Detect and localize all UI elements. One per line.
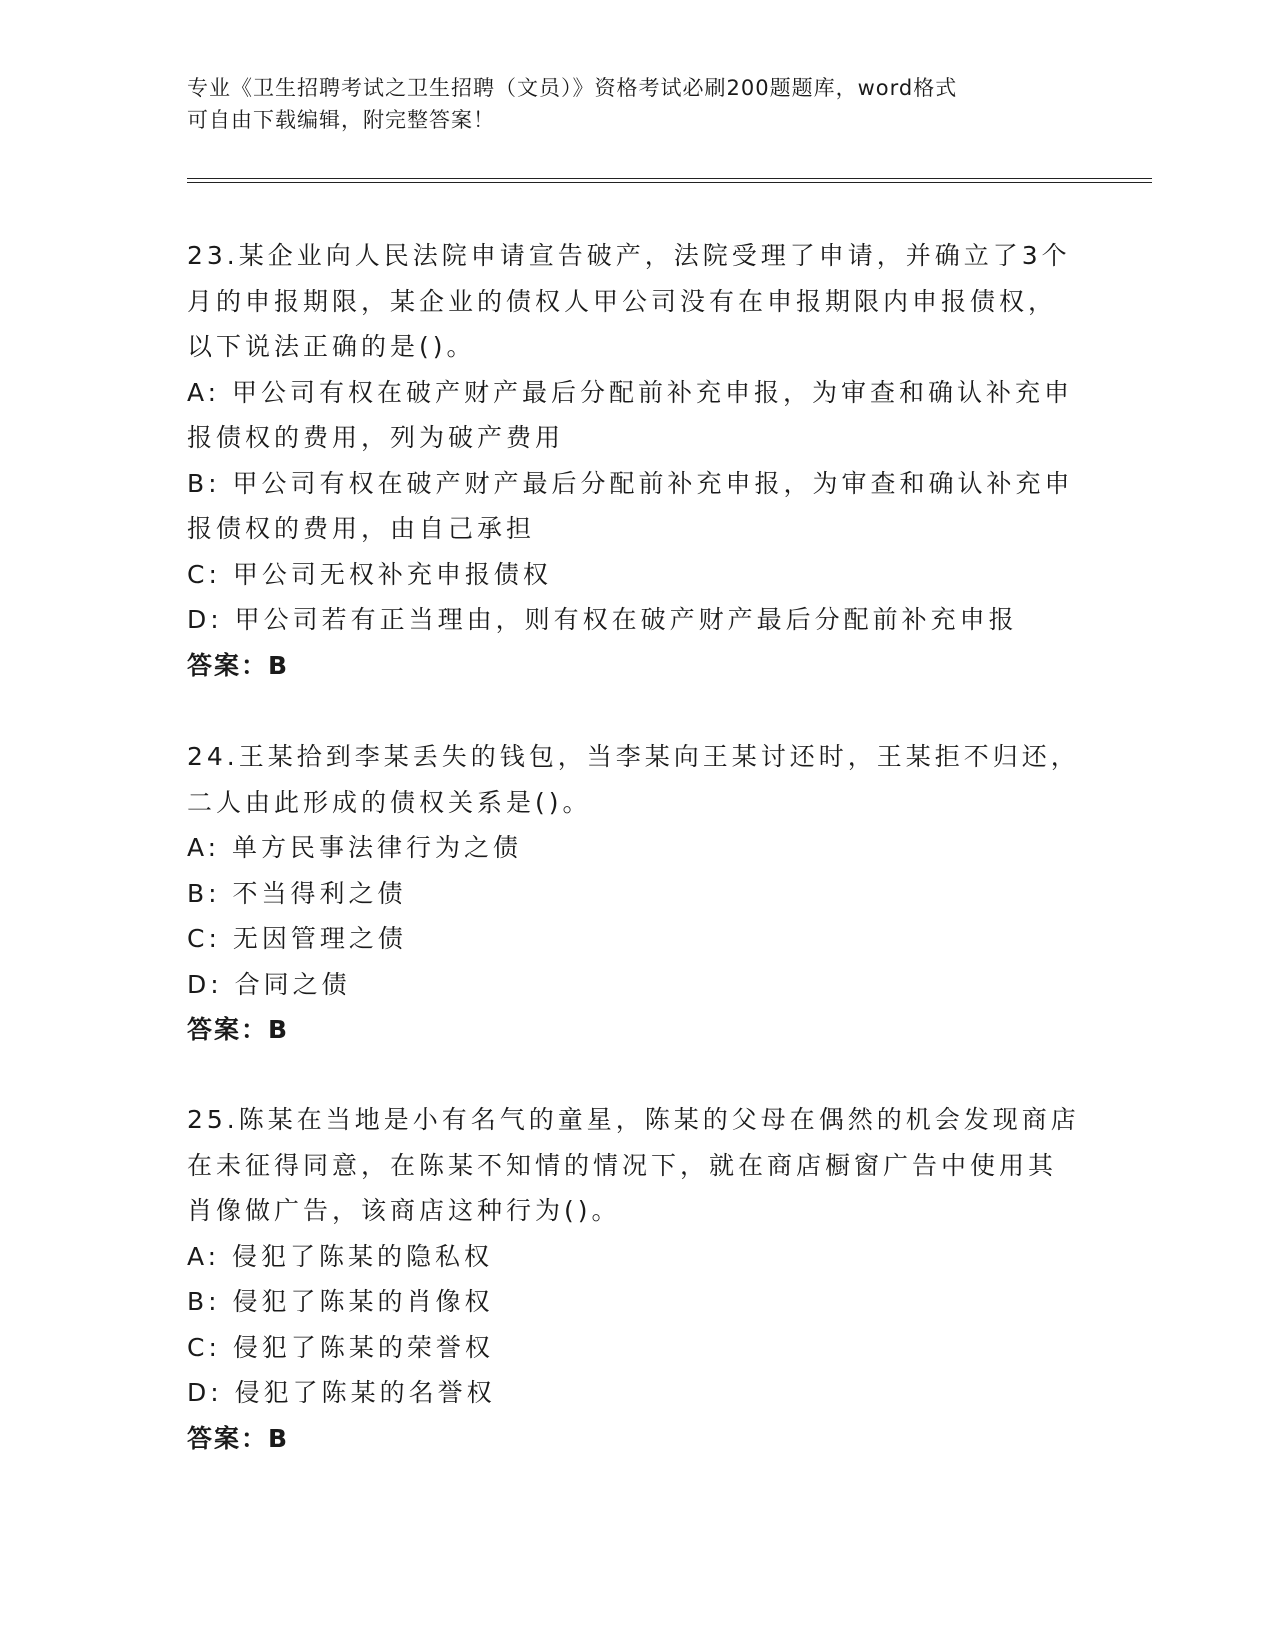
question-23 — [187, 233, 1087, 688]
answer-label: 答案：B — [187, 1015, 290, 1044]
option-b: B: 不当得利之债 — [187, 878, 407, 908]
option-d: D: 甲公司若有正当理由，则有权在破产财产最后分配前补充申报 — [187, 605, 1018, 634]
question-stem-line: 23.某企业向人民法院申请宣告破产，法院受理了申请，并确立了3个 — [187, 241, 1071, 270]
header-line-2: 可自由下载编辑，附完整答案！ — [187, 108, 495, 132]
question-stem-line: 月的申报期限，某企业的债权人甲公司没有在申报期限内申报债权， — [187, 286, 1058, 316]
question-stem-line: 以下说法正确的是()。 — [187, 332, 476, 361]
option-a: A: 单方民事法律行为之债 — [187, 833, 523, 862]
question-stem-line: 二人由此形成的债权关系是()。 — [187, 787, 592, 817]
question-stem-line: 25.陈某在当地是小有名气的童星，陈某的父母在偶然的机会发现商店 — [187, 1105, 1080, 1134]
answer-label: 答案：B — [187, 1423, 290, 1453]
option-c: C: 侵犯了陈某的荣誉权 — [187, 1332, 494, 1362]
option-a: A: 甲公司有权在破产财产最后分配前补充申报，为审查和确认补充申 — [187, 377, 1074, 407]
question-stem-line: 在未征得同意，在陈某不知情的情况下，就在商店橱窗广告中使用其 — [187, 1150, 1058, 1180]
question-24 — [187, 734, 1087, 1053]
question-stem-line: 肖像做广告，该商店这种行为()。 — [187, 1196, 621, 1225]
answer-label: 答案：B — [187, 650, 290, 680]
document-header — [187, 72, 1067, 136]
question-25 — [187, 1097, 1087, 1461]
option-d: D: 合同之债 — [187, 969, 351, 999]
option-b-continued: 报债权的费用，由自己承担 — [187, 514, 536, 543]
option-a: A: 侵犯了陈某的隐私权 — [187, 1241, 494, 1271]
option-a-continued: 报债权的费用，列为破产费用 — [187, 423, 565, 452]
option-d: D: 侵犯了陈某的名誉权 — [187, 1378, 496, 1407]
header-line-1: 专业《卫生招聘考试之卫生招聘（文员）》资格考试必刷200题题库，word格式 — [187, 76, 958, 100]
header-divider-top — [187, 178, 1152, 179]
option-c: C: 甲公司无权补充申报债权 — [187, 559, 552, 589]
option-b: B: 甲公司有权在破产财产最后分配前补充申报，为审查和确认补充申 — [187, 468, 1074, 498]
question-stem-line: 24.王某拾到李某丢失的钱包，当李某向王某讨还时，王某拒不归还， — [187, 742, 1080, 771]
header-divider-bottom — [187, 182, 1152, 183]
option-b: B: 侵犯了陈某的肖像权 — [187, 1287, 494, 1316]
option-c: C: 无因管理之债 — [187, 924, 407, 953]
